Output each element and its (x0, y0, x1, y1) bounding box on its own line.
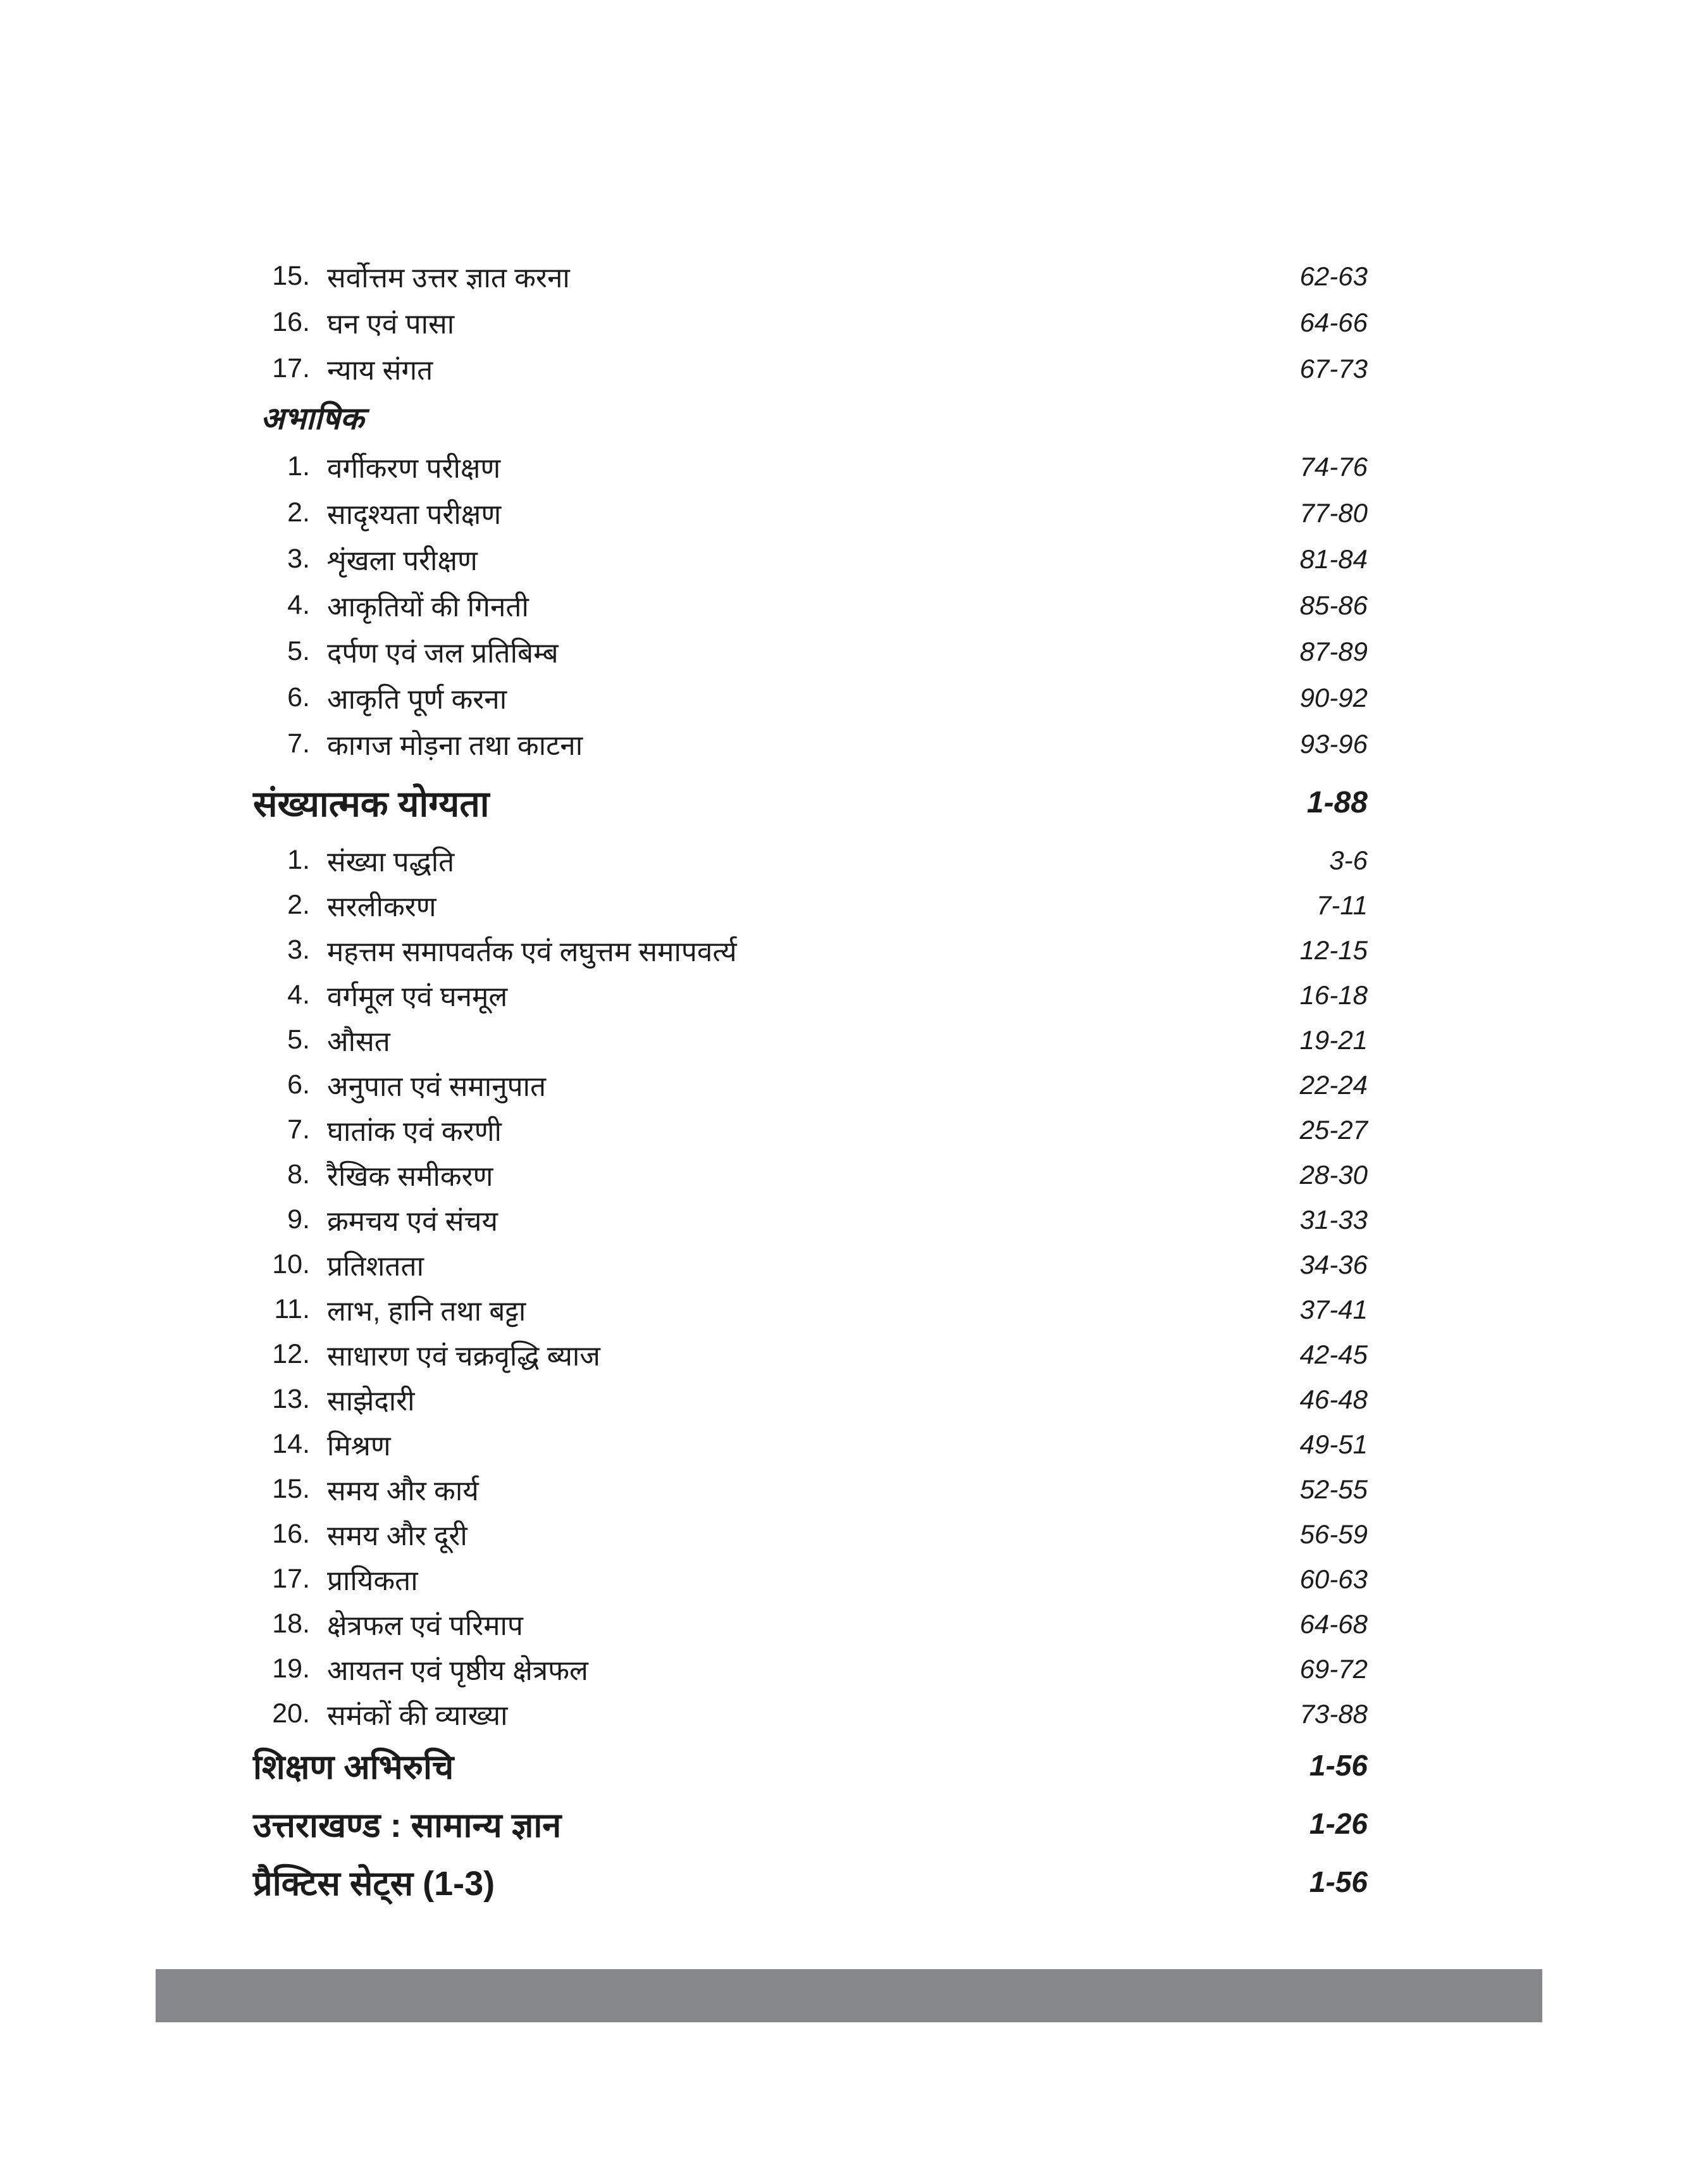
bottom-sections-list (253, 1736, 1368, 1911)
item-page-range: 87-89 (1299, 636, 1368, 666)
footer-bar (156, 1969, 1542, 2022)
item-page-range: 77-80 (1299, 497, 1368, 528)
item-title: सर्वोत्तम उत्तर ज्ञात करना (327, 262, 570, 294)
toc-row (253, 1107, 1368, 1152)
section-heading-numerical (253, 767, 1368, 838)
toc-row (253, 1691, 1368, 1736)
item-title: शृंखला परीक्षण (327, 545, 478, 576)
item-number: 17. (272, 1564, 310, 1594)
item-number: 5. (287, 636, 310, 666)
section-page-range: 1-56 (1309, 1865, 1368, 1898)
item-page-range: 93-96 (1299, 728, 1368, 759)
item-title: साधारण एवं चक्रवृद्धि ब्याज (327, 1340, 600, 1372)
item-title: साझेदारी (327, 1385, 415, 1417)
toc-row (253, 536, 1368, 582)
section-heading-nonverbal: अभाषिक (261, 402, 364, 436)
toc-row (253, 1646, 1368, 1691)
item-title: समंकों की व्याख्या (327, 1700, 508, 1731)
item-page-range: 46-48 (1299, 1384, 1368, 1414)
item-number: 12. (272, 1339, 310, 1369)
item-title: आयतन एवं पृष्ठीय क्षेत्रफल (327, 1655, 588, 1686)
section-title: उत्तराखण्ड : सामान्य ज्ञान (253, 1807, 562, 1844)
item-title: वर्गीकरण परीक्षण (327, 452, 501, 484)
item-title: प्रतिशतता (327, 1250, 424, 1282)
toc-row (253, 1557, 1368, 1601)
item-page-range: 16-18 (1299, 980, 1368, 1010)
item-page-range: 81-84 (1299, 544, 1368, 574)
item-number: 4. (287, 590, 310, 620)
item-page-range: 49-51 (1299, 1429, 1368, 1459)
section-title: शिक्षण अभिरुचि (253, 1748, 454, 1786)
item-page-range: 3-6 (1329, 845, 1368, 875)
toc-row (253, 1422, 1368, 1467)
toc-row (253, 1152, 1368, 1197)
item-title: वर्गमूल एवं घनमूल (327, 981, 508, 1012)
toc-row (253, 675, 1368, 721)
item-number: 7. (287, 728, 310, 759)
toc-row (253, 582, 1368, 628)
item-title: संख्या पद्धति (327, 846, 455, 878)
item-page-range: 52-55 (1299, 1474, 1368, 1504)
item-number: 4. (287, 980, 310, 1010)
item-title: समय और कार्य (327, 1475, 479, 1507)
item-title: प्रायिकता (327, 1565, 418, 1596)
item-title: महत्तम समापवर्तक एवं लघुत्तम समापवर्त्य (327, 936, 737, 967)
item-number: 1. (287, 845, 310, 875)
item-title: सादृश्यता परीक्षण (327, 499, 502, 530)
item-number: 9. (287, 1204, 310, 1235)
toc-row (253, 1377, 1368, 1422)
section-page-range: 1-88 (1306, 785, 1368, 819)
nonverbal-items-list (253, 444, 1368, 767)
item-page-range: 60-63 (1299, 1564, 1368, 1594)
item-title: मिश्रण (327, 1430, 391, 1462)
toc-row (253, 444, 1368, 490)
item-number: 20. (272, 1698, 310, 1729)
item-page-range: 22-24 (1299, 1069, 1368, 1100)
toc-row (253, 883, 1368, 928)
toc-row (253, 1197, 1368, 1242)
item-number: 3. (287, 544, 310, 574)
item-title: औसत (327, 1026, 390, 1057)
item-title: लाभ, हानि तथा बट्टा (327, 1295, 526, 1327)
item-page-range: 73-88 (1299, 1698, 1368, 1729)
item-title: दर्पण एवं जल प्रतिबिम्ब (327, 637, 559, 669)
item-number: 15. (272, 261, 310, 291)
item-title: समय और दूरी (327, 1520, 467, 1552)
item-page-range: 7-11 (1316, 890, 1368, 920)
toc-row (253, 299, 1368, 345)
item-page-range: 90-92 (1299, 682, 1368, 712)
toc-row (253, 1332, 1368, 1377)
item-number: 2. (287, 890, 310, 920)
toc-row (253, 721, 1368, 767)
item-number: 19. (272, 1653, 310, 1684)
toc-row (253, 1601, 1368, 1646)
item-title: क्षेत्रफल एवं परिमाप (327, 1610, 523, 1641)
toc-row (253, 838, 1368, 883)
item-page-range: 28-30 (1299, 1159, 1368, 1190)
item-number: 13. (272, 1384, 310, 1414)
item-title: कागज मोड़ना तथा काटना (327, 730, 583, 761)
item-title: रैखिक समीकरण (327, 1160, 493, 1192)
item-number: 18. (272, 1608, 310, 1639)
item-number: 2. (287, 497, 310, 528)
toc-row (253, 253, 1368, 299)
item-number: 8. (287, 1159, 310, 1190)
toc-row (253, 1467, 1368, 1512)
item-number: 15. (272, 1474, 310, 1504)
section-title: प्रैक्टिस सेट्स (1-3) (253, 1865, 495, 1903)
item-number: 17. (272, 353, 310, 383)
item-title: आकृतियों की गिनती (327, 591, 529, 623)
item-number: 5. (287, 1024, 310, 1055)
toc-row (253, 1017, 1368, 1062)
numerical-items-list (253, 838, 1368, 1736)
item-number: 16. (272, 1519, 310, 1549)
item-page-range: 42-45 (1299, 1339, 1368, 1369)
item-number: 16. (272, 307, 310, 337)
section-title: संख्यात्मक योग्यता (253, 784, 490, 824)
item-page-range: 74-76 (1299, 451, 1368, 482)
item-page-range: 34-36 (1299, 1249, 1368, 1279)
section-page-range: 1-26 (1309, 1807, 1368, 1840)
bottom-section-row (253, 1736, 1368, 1794)
item-number: 1. (287, 451, 310, 482)
item-number: 7. (287, 1114, 310, 1145)
verbal-items-list (253, 253, 1368, 392)
item-number: 11. (274, 1294, 310, 1324)
item-page-range: 19-21 (1299, 1024, 1368, 1055)
bottom-section-row (253, 1853, 1368, 1911)
toc-row (253, 1287, 1368, 1332)
item-page-range: 12-15 (1299, 935, 1368, 965)
item-page-range: 31-33 (1299, 1204, 1368, 1235)
item-page-range: 67-73 (1299, 353, 1368, 383)
item-title: अनुपात एवं समानुपात (327, 1071, 547, 1102)
toc-row (253, 345, 1368, 392)
item-page-range: 56-59 (1299, 1519, 1368, 1549)
item-page-range: 85-86 (1299, 590, 1368, 620)
item-page-range: 62-63 (1299, 261, 1368, 291)
item-page-range: 64-66 (1299, 307, 1368, 337)
toc-row (253, 490, 1368, 536)
item-number: 6. (287, 682, 310, 712)
item-title: क्रमचय एवं संचय (327, 1205, 498, 1237)
toc-row (253, 628, 1368, 675)
item-title: घातांक एवं करणी (327, 1116, 502, 1147)
item-page-range: 64-68 (1299, 1608, 1368, 1639)
table-of-contents (253, 253, 1368, 1911)
toc-row (253, 973, 1368, 1017)
item-page-range: 25-27 (1299, 1114, 1368, 1145)
item-number: 3. (287, 935, 310, 965)
item-title: सरलीकरण (327, 891, 436, 923)
item-page-range: 37-41 (1299, 1294, 1368, 1324)
bottom-section-row (253, 1794, 1368, 1853)
toc-row (253, 1062, 1368, 1107)
section-page-range: 1-56 (1309, 1749, 1368, 1782)
item-number: 14. (272, 1429, 310, 1459)
toc-row (253, 1242, 1368, 1287)
item-page-range: 69-72 (1299, 1653, 1368, 1684)
toc-row (253, 928, 1368, 973)
item-title: आकृति पूर्ण करना (327, 683, 507, 715)
item-number: 10. (272, 1249, 310, 1279)
toc-row (253, 1512, 1368, 1557)
item-title: घन एवं पासा (327, 308, 455, 340)
item-number: 6. (287, 1069, 310, 1100)
item-title: न्याय संगत (327, 354, 433, 386)
